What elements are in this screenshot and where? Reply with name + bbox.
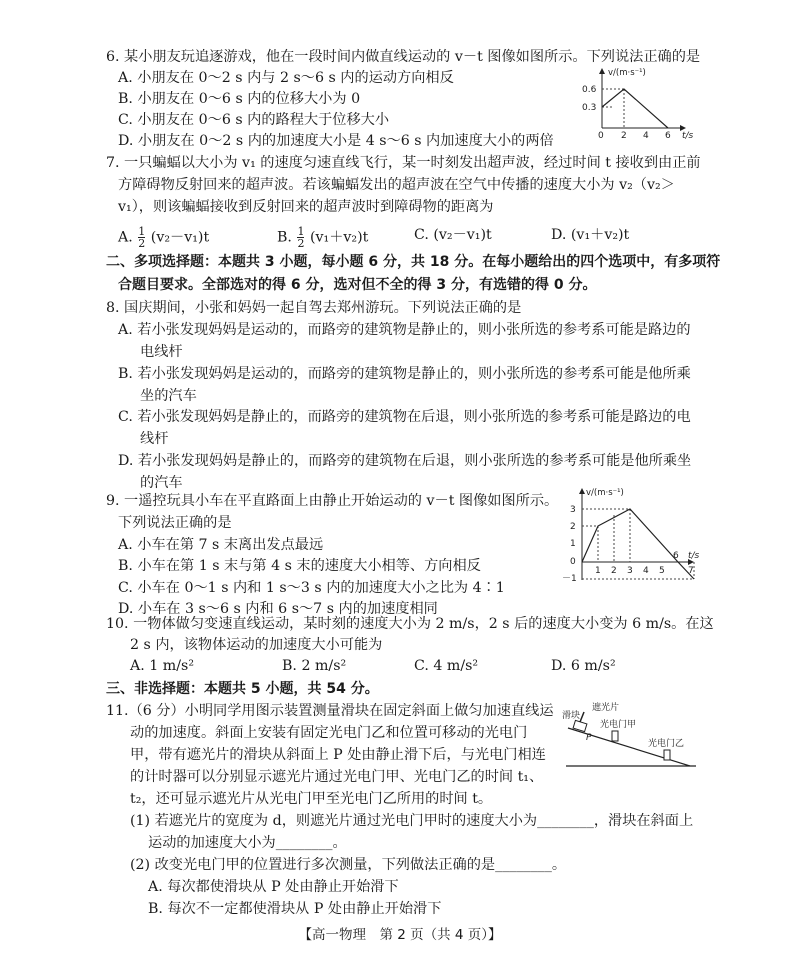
q11-part1: (1) 若遮光片的宽度为 d，则遮光片通过光电门甲时的速度大小为________，滑块在斜面上 bbox=[130, 813, 694, 829]
section3-heading: 三、非选择题：本题共 5 小题，共 54 分。 bbox=[106, 681, 379, 697]
shade-strip bbox=[580, 712, 584, 722]
q6-option-a: A. 小朋友在 0～2 s 内与 2 s～6 s 内的运动方向相反 bbox=[118, 70, 454, 86]
q9-ytick-0: 0 bbox=[570, 557, 576, 567]
q6-ytick-03: 0.3 bbox=[582, 103, 597, 113]
q6-stem: 6. 某小朋友玩追逐游戏，他在一段时间内做直线运动的 v－t 图像如图所示。下列说法正确的是 bbox=[106, 49, 701, 65]
q7-frac-den-b: 2 bbox=[297, 237, 305, 250]
q7-option-b-label: B. bbox=[277, 229, 292, 246]
label-block: 滑块 bbox=[562, 711, 581, 721]
q9-graph-ylabel: v/(m·s⁻¹) bbox=[586, 488, 624, 498]
label-shade: 遮光片 bbox=[592, 703, 620, 713]
q7-option-c: C. (v₂－v₁)t bbox=[414, 227, 492, 243]
q7-option-a-label: A. bbox=[118, 229, 133, 246]
q9-xtick-2: 2 bbox=[611, 566, 617, 576]
q8-option-b: B. 若小张发现妈妈是运动的，而路旁的建筑物是静止的，则小张所选的参考系可能是他所乘 bbox=[118, 366, 691, 382]
label-gate-yi: 光电门乙 bbox=[648, 739, 685, 749]
q7-line-1: 7. 一只蝙蝠以大小为 v₁ 的速度匀速直线飞行，某一时刻发出超声波，经过时间 t 接收到由正前 bbox=[106, 155, 701, 171]
q9-xtick-5: 5 bbox=[659, 566, 665, 576]
section2-heading-line2: 合题目要求。全部选对的得 6 分，选对但不全的得 3 分，有选错的得 0 分。 bbox=[118, 277, 597, 293]
q9-stem: 9. 一遥控玩具小车在平直路面上由静止开始运动的 v－t 图像如图所示。 bbox=[106, 493, 559, 509]
q7-option-b bbox=[277, 226, 368, 249]
q11-line-1: 11.（6 分）小明同学用图示装置测量滑块在固定斜面上做匀加速直线运 bbox=[106, 703, 554, 719]
gate-yi bbox=[664, 750, 670, 760]
q9-ytick-2: 2 bbox=[570, 522, 576, 532]
q11-line-3: 甲，带有遮光片的滑块从斜面上 P 处由静止滑下后，与光电门相连 bbox=[130, 747, 546, 763]
q9-xtick-7: 7 bbox=[688, 566, 694, 576]
q9-option-c: C. 小车在 0～1 s 内和 1 s～3 s 内的加速度大小之比为 4∶1 bbox=[118, 580, 505, 596]
q9-xtick-3: 3 bbox=[627, 566, 633, 576]
q6-option-d: D. 小朋友在 0～2 s 内的加速度大小是 4 s～6 s 内加速度大小的两倍 bbox=[118, 133, 554, 149]
q9-vt-graph bbox=[560, 484, 705, 586]
q10-stem-cont: 2 s 内，该物体运动的加速度大小可能为 bbox=[130, 637, 383, 653]
gate-jia bbox=[612, 731, 618, 741]
q10-option-c: C. 4 m/s² bbox=[414, 658, 479, 674]
section2-heading-line1: 二、多项选择题：本题共 3 小题，每小题 6 分，共 18 分。在每小题给出的四个选项中，有多项符 bbox=[106, 254, 721, 270]
q10-option-a: A. 1 m/s² bbox=[130, 658, 195, 674]
q8-option-a-cont: 电线杆 bbox=[140, 344, 183, 360]
q8-option-a: A. 若小张发现妈妈是运动的，而路旁的建筑物是静止的，则小张所选的参考系可能是路边的 bbox=[118, 322, 691, 338]
q9-xtick-1: 1 bbox=[595, 566, 601, 576]
q6-xtick-2: 2 bbox=[621, 131, 627, 140]
q6-graph-ylabel: v/(m·s⁻¹) bbox=[608, 68, 646, 78]
q11-part1-cont: 运动的加速度大小为________。 bbox=[148, 835, 347, 851]
q10-stem: 10. 一物体做匀变速直线运动，某时刻的速度大小为 2 m/s，2 s 后的速度大小变为 6 m/s。在这 bbox=[106, 616, 714, 632]
q7-line-3: v₁），则该蝙蝠接收到反射回来的超声波时到障碍物的距离为 bbox=[118, 199, 494, 215]
q7-option-a-fraction bbox=[138, 226, 145, 249]
q11-part2: (2) 改变光电门甲的位置进行多次测量，下列做法正确的是________。 bbox=[130, 857, 567, 873]
q7-frac-den-a: 2 bbox=[138, 237, 146, 250]
q6-vt-graph bbox=[580, 64, 700, 140]
q7-option-a bbox=[118, 226, 209, 249]
q9-xtick-6: 6 bbox=[673, 551, 679, 561]
q6-xtick-6: 6 bbox=[665, 131, 671, 140]
q8-stem: 8. 国庆期间，小张和妈妈一起自驾去郑州游玩。下列说法正确的是 bbox=[106, 300, 522, 316]
page-footer: 【高一物理 第 2 页（共 4 页）】 bbox=[298, 927, 502, 943]
q6-xtick-0: 0 bbox=[598, 131, 604, 140]
q8-option-c-cont: 线杆 bbox=[140, 431, 169, 447]
q11-part2-option-a: A. 每次都使滑块从 P 处由静止开始滑下 bbox=[148, 879, 399, 895]
label-p: P bbox=[586, 733, 592, 743]
q7-option-b-fraction bbox=[297, 226, 304, 249]
q9-option-b: B. 小车在第 1 s 末与第 4 s 末的速度大小相等、方向相反 bbox=[118, 558, 481, 574]
q6-graph-xlabel: t/s bbox=[682, 131, 694, 140]
q7-option-b-expr: (v₁＋v₂)t bbox=[309, 229, 369, 246]
q9-ytick-neg1: －1 bbox=[562, 574, 577, 584]
q8-option-b-cont: 坐的汽车 bbox=[140, 388, 197, 404]
q9-stem-cont: 下列说法正确的是 bbox=[118, 515, 232, 531]
q11-incline-figure bbox=[560, 700, 700, 778]
q9-xtick-4: 4 bbox=[643, 566, 649, 576]
q8-option-d: D. 若小张发现妈妈是静止的，而路旁的建筑物在后退，则小张所选的参考系可能是他所乘坐 bbox=[118, 453, 692, 469]
q7-frac-num-a: 1 bbox=[138, 225, 146, 238]
q10-option-d: D. 6 m/s² bbox=[551, 658, 616, 674]
q7-line-2: 方障碍物反射回来的超声波。若该蝙蝠发出的超声波在空气中传播的速度大小为 v₂（v₂＞ bbox=[118, 177, 675, 193]
q6-option-b: B. 小朋友在 0～6 s 内的位移大小为 0 bbox=[118, 91, 361, 107]
q7-option-a-expr: (v₂－v₁)t bbox=[150, 229, 210, 246]
q9-option-a: A. 小车在第 7 s 末离出发点最远 bbox=[118, 537, 324, 553]
q9-option-d: D. 小车在 3 s～6 s 内和 6 s～7 s 内的加速度相同 bbox=[118, 601, 438, 617]
q11-line-4: 的计时器可以分别显示遮光片通过光电门甲、光电门乙的时间 t₁、 bbox=[130, 769, 544, 785]
label-gate-jia: 光电门甲 bbox=[600, 720, 637, 730]
q8-option-c: C. 若小张发现妈妈是静止的，而路旁的建筑物在后退，则小张所选的参考系可能是路边的电 bbox=[118, 409, 691, 425]
q6-option-c: C. 小朋友在 0～6 s 内的路程大于位移大小 bbox=[118, 112, 390, 128]
q11-part2-option-b: B. 每次不一定都使滑块从 P 处由静止开始滑下 bbox=[148, 901, 442, 917]
q6-ytick-06: 0.6 bbox=[582, 85, 597, 95]
q11-line-5: t₂，还可显示遮光片从光电门甲至光电门乙所用的时间 t。 bbox=[130, 791, 493, 807]
q9-ytick-3: 3 bbox=[570, 505, 576, 515]
q10-option-b: B. 2 m/s² bbox=[282, 658, 347, 674]
q8-option-d-cont: 的汽车 bbox=[140, 475, 183, 491]
q7-frac-num-b: 1 bbox=[297, 225, 305, 238]
q7-option-d: D. (v₁＋v₂)t bbox=[551, 227, 630, 243]
q9-ytick-1: 1 bbox=[570, 539, 576, 549]
q9-graph-xlabel: t/s bbox=[688, 551, 700, 561]
q11-line-2: 动的加速度。斜面上安装有固定光电门乙和位置可移动的光电门 bbox=[130, 725, 528, 741]
q6-xtick-4: 4 bbox=[643, 131, 649, 140]
